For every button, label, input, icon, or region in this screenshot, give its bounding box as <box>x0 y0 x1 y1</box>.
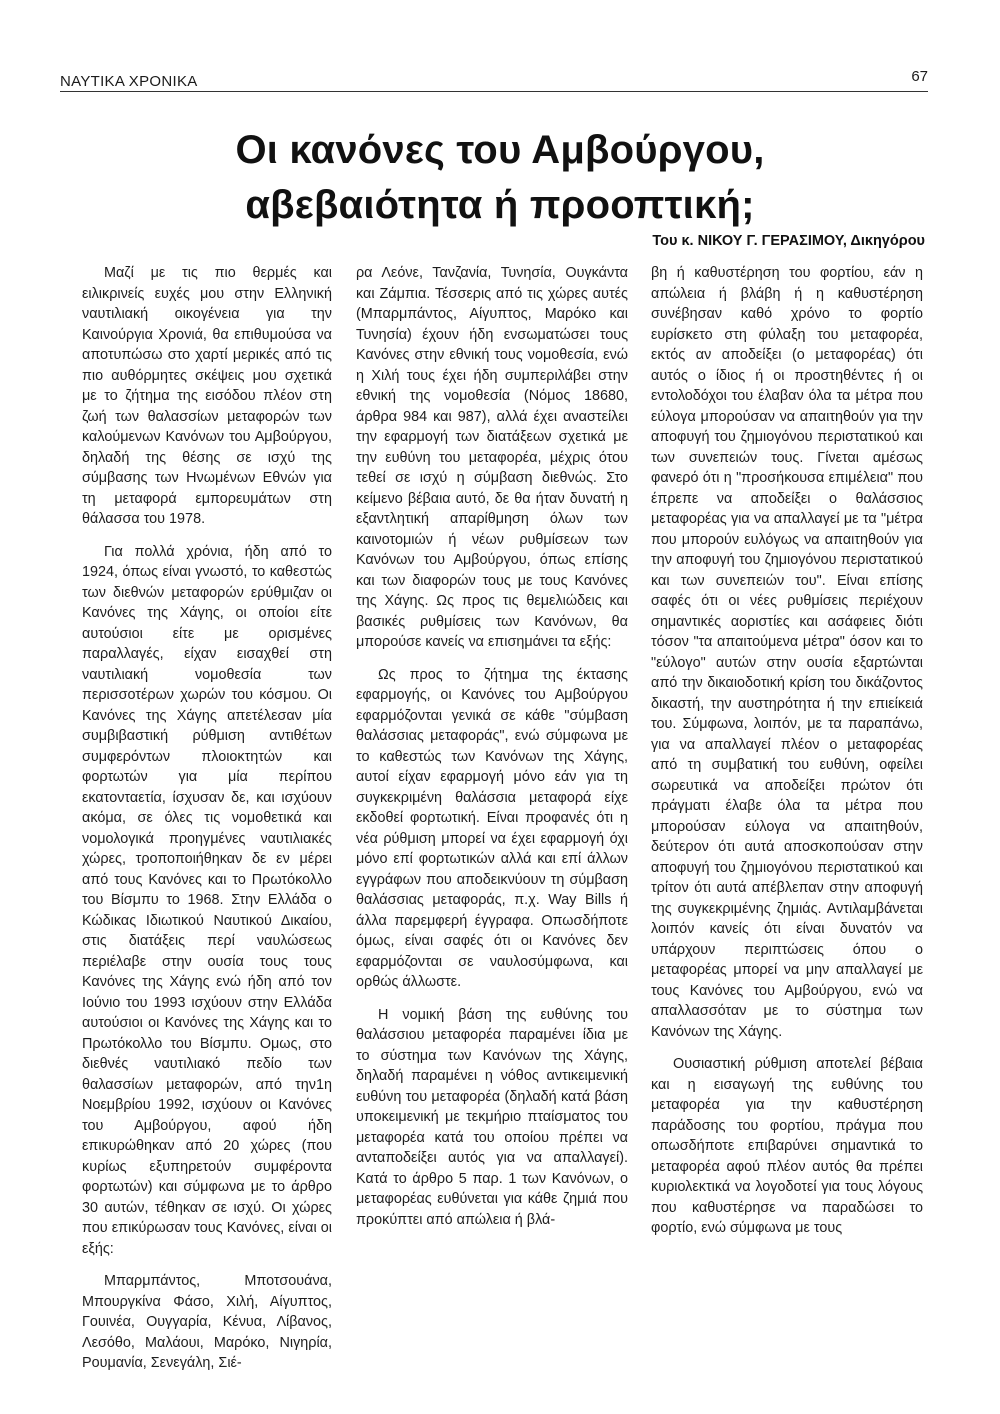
paragraph: βη ή καθυστέρηση του φορτίου, εάν η απώλεια ή βλάβη ή η καθυστέρηση συνέβησαν καθό χρόνο το φορτίο ευρίσκετο στη φύλαξη του μεταφορέα, εκτός αν αποδείξει (ο μεταφορέας) ότι αυτός ο ίδιος ή οι προστηθέντες ή οι εντολοδόχοι του έλαβαν όλα τα μέτρα που εύλογα μπορούσαν να απαιτηθούν για την αποφυγή του ζημιογόνου περιστατικού και των συνεπειών τους. Γίνεται αμέσως φανερό ότι η "προσήκουσα επιμέλεια" που έπρεπε να αποδείξει ο θαλάσσιος μεταφορέας για να απαλλαγεί με τα "μέτρα που μπορούν ευλόγως να απαιτηθούν για την αποφυγή του ζημιογόνου περιστατικού και των συνεπειών του". Είναι επίσης σαφές ότι οι νέες ρυθμίσεις περιέχουν σημαντικές αοριστίες και ασάφειες διότι τόσον "τα απαιτούμενα μέτρα" όσον και το "εύλογο" αυτών στην ουσία εξαρτώνται από την δικαιοδοτική κρίση του δικάζοντος δικαστή, την αυστηρότητα ή την επιείκειά του. Σύμφωνα, λοιπόν, με τα παραπάνω, για να απαλλαγεί πλέον ο μεταφορέας από τη συμβατική του ευθύνη, οφείλει σωρευτικά να αποδείξει πρώτον ότι πράγματι έλαβε όλα τα μέτρα που μπορούσαν εύλογα να απαιτηθούν, δεύτερον ότι αυτά αποσκοπούσαν στην αποφυγή του ζημιογόνου περιστατικού και τρίτον ότι αυτά απέβλεπαν στην αποφυγή της συγκεκριμένης ζημιάς. Αντιλαμβάνεται λοιπόν κανείς ότι είναι δυνατόν να υπάρχουν περιπτώσεις όπου ο μεταφορέας μπορεί να μην απαλλαγεί με τους Κανόνες του Αμβούργου, ενώ να απαλλασσόταν με το σύστημα των Κανόνων της Χάγης. <box>651 265 923 1040</box>
paragraph: Η νομική βάση της ευθύνης του θαλάσσιου μεταφορέα παραμένει ίδια με το σύστημα των Κανόνων της Χάγης, δηλαδή παραμένει η νόθος αντικειμενική ευθύνη του μεταφορέα (δηλαδή κατά βάση υποκειμενική με τεκμήριο πταίσματος του μεταφορέα κατά του οποίου πρέπει να ανταποδείξει αυτός για να απαλλαγεί). Κατά το άρθρο 5 παρ. 1 των Κανόνων, ο μεταφορέας ευθύνεται για κάθε ζημιά που προκύπτει από απώλεια ή βλά- <box>356 1006 628 1228</box>
text-column-3 <box>651 263 923 1239</box>
text-column-1 <box>82 263 332 1374</box>
page-number: 67 <box>911 68 928 85</box>
paragraph: Για πολλά χρόνια, ήδη από το 1924, όπως είναι γνωστό, το καθεστώς των διεθνών μεταφορών ερύθμιζαν οι Κανόνες της Χάγης, οι οποίοι είτε αυτούσιοι είτε με ορισμένες παραλλαγές, είχαν εισαχθεί στη ναυτιλιακή νομοθεσία των περισσοτέρων χωρών του κόσμου. Οι Κανόνες της Χάγης απετέλεσαν μία συμβιβαστική ρύθμιση αντιθέτων συμφερόντων πλοιοκτητών και φορτωτών για μία περίπου εκατονταετία, ίσχυσαν δε, και ισχύουν ακόμα, σε όλες τις νομοθετικά και νομολογικά προηγμένες ναυτιλιακές χώρες, τροποποιήθηκαν δε εν μέρει από τους Κανόνες και το Πρωτόκολλο του Βίσμπυ το 1968. Στην Ελλάδα ο Κώδικας Ιδιωτικού Ναυτικού Δικαίου, στις διατάξεις περί ναυλώσεως περιέλαβε στην ουσία τους τους Κανόνες της Χάγης ενώ ήδη από τον Ιούνιο του 1993 ισχύουν στην Ελλάδα αυτούσιοι οι Κανόνες της Χάγης και το Πρωτόκολλο του Βίσμπυ. Ομως, στο διεθνές ναυτιλιακό πεδίο των θαλασσίων μεταφορών, από την1η Νοεμβρίου 1992, ισχύουν οι Κανόνες του Αμβούργου, αφού ήδη επικυρώθηκαν από 20 χώρες (που κυρίως εξυπηρετούν συμφέροντα φορτωτών) και σύμφωνα με το άρθρο 30 αυτών, τέθηκαν σε ισχύ. Οι χώρες που επικύρωσαν τους Κανόνες, είναι οι εξής: <box>82 543 332 1257</box>
paragraph: Μπαρμπάντος, Μποτσουάνα, Μπουργκίνα Φάσο, Χιλή, Αίγυπτος, Γουινέα, Ουγγαρία, Κένυα, Λίβανος, Λεσόθο, Μαλάουι, Μαρόκο, Νιγηρία, Ρουμανία, Σενεγάλη, Σιέ- <box>82 1273 332 1371</box>
article-title-line-2: αβεβαιότητα ή προοπτική; <box>245 183 755 227</box>
article-title <box>60 123 940 233</box>
paragraph: Ουσιαστική ρύθμιση αποτελεί βέβαια και η εισαγωγή της ευθύνης του μεταφορέα για την καθυστέρηση παράδοσης του φορτίου, πράγμα που οπωσδήποτε επιβαρύνει σημαντικά το μεταφορέα αφού πλέον αυτός θα πρέπει κυριολεκτικά να λογοδοτεί για τους λόγους που καθυστέρησε να παραδώσει το φορτίο, ενώ σύμφωνα με τους <box>651 1056 923 1236</box>
article-byline: Του κ. ΝΙΚΟΥ Γ. ΓΕΡΑΣΙΜΟΥ, Δικηγόρου <box>652 233 925 249</box>
publication-name: ΝΑΥΤΙΚΑ ΧΡΟΝΙΚΑ <box>60 73 198 90</box>
paragraph: ρα Λεόνε, Τανζανία, Τυνησία, Ουγκάντα και Ζάμπια. Τέσσερις από τις χώρες αυτές (Μπαρμπάντος, Αίγυπτος, Μαρόκο και Τυνησία) έχουν ήδη ενσωματώσει τους Κανόνες στην εθνική τους νομοθεσία, ενώ η Χιλή τους έχει ήδη συμπεριλάβει στην εθνική της νομοθεσία (Νόμος 18680, άρθρα 984 και 987), αλλά έχει αναστείλει την εφαρμογή των διατάξεων σχετικά με την ευθύνη του μεταφορέα, μέχρις ότου τεθεί σε ισχύ η σύμβαση διεθνώς. Στο κείμενο βέβαια αυτό, δε θα ήταν δυνατή η εξαντλητική απαρίθμηση όλων των καινοτομιών ή νέων ρυθμίσεων των Κανόνων του Αμβούργου, όπως επίσης και των διαφορών τους με τους Κανόνες της Χάγης. Ως προς τις θεμελιώδεις και βασικές ρυθμίσεις των Κανόνων, θα μπορούσε κανείς να επισημάνει τα εξής: <box>356 265 628 650</box>
article-title-line-1: Οι κανόνες του Αμβούργου, <box>235 128 765 172</box>
paragraph: Ως προς το ζήτημα της έκτασης εφαρμογής, οι Κανόνες του Αμβούργου εφαρμόζονται γενικά σε κάθε "σύμβαση θαλάσσιας μεταφοράς", ενώ σύμφωνα με το καθεστώς των Κανόνων της Χάγης, αυτοί είχαν εφαρμογή μόνο εάν για τη συγκεκριμένη θαλάσσια μεταφορά είχε εκδοθεί φορτωτική. Είναι προφανές ότι η νέα ρύθμιση μπορεί να έχει εφαρμογή όχι μόνο επί φορτωτικών αλλά και επί άλλων εγγράφων που αποδεικνύουν τη σύμβαση θαλάσσιας μεταφοράς, π.χ. Way Bills ή άλλα παρεμφερή έγγραφα. Οπωσδήποτε όμως, είναι σαφές ότι οι Κανόνες δεν εφαρμόζονται σε ναυλοσύμφωνα, και ορθώς άλλωστε. <box>356 666 628 990</box>
paragraph: Μαζί με τις πιο θερμές και ειλικρινείς ευχές μου στην Ελληνική ναυτιλιακή οικογένεια για την Καινούργια Χρονιά, θα επιθυμούσα να αποτυπώσω στο χαρτί μερικές από τις πιο αυθόρμητες σκέψεις μου σχετικά με το ζήτημα της εισόδου πλέον στη ζωή των θαλασσίων μεταφορών των καλούμενων Κανόνων του Αμβούργου, δηλαδή της θέσης σε ισχύ της σύμβασης των Ηνωμένων Εθνών για τη μεταφορά εμπορευμάτων στη θάλασσα του 1978. <box>82 265 332 527</box>
text-column-2 <box>356 263 628 1230</box>
header-divider <box>60 91 928 92</box>
